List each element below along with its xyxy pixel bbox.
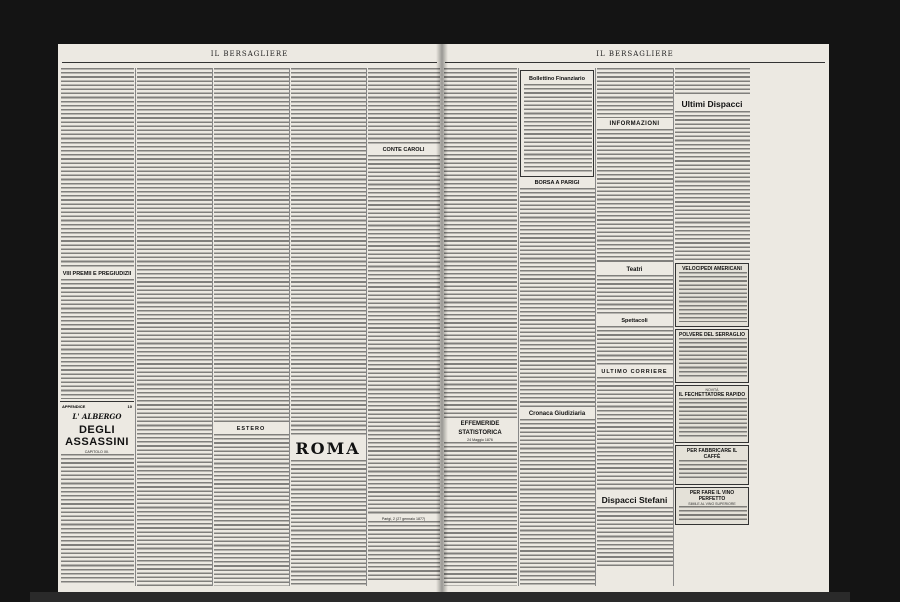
appendix-number: 10 (127, 404, 132, 409)
article-text (214, 434, 289, 586)
article-text (444, 442, 517, 586)
ad-title: VELOCIPEDI AMERICANI (682, 266, 742, 272)
column-2 (135, 68, 212, 586)
ultimo-corriere-title: ULTIMO CORRIERE (601, 369, 668, 375)
divider (60, 401, 134, 402)
article-text (61, 68, 134, 268)
advertisement-fechettatore (675, 385, 749, 443)
newspaper-page-right (441, 44, 829, 592)
ad-text (679, 272, 747, 322)
story-title-line2: DEGLI ASSASSINI (65, 424, 129, 448)
article-text (137, 68, 212, 586)
advertisement-polvere (675, 329, 749, 383)
story-title-line1: L' ALBERGO (72, 412, 122, 421)
ad-text (679, 460, 747, 480)
article-text (597, 377, 673, 492)
ad-text (679, 506, 747, 520)
spettacoli-title: Spettacoli (621, 318, 648, 324)
page-header-right (441, 50, 829, 62)
bollettino-title: Bollettino Finanziario (529, 76, 585, 82)
chapter-label: CAPITOLO XII. (84, 450, 110, 454)
bollettino-box (520, 70, 594, 177)
story-text (61, 454, 134, 584)
column-5 (366, 68, 440, 586)
advertisement-vino (675, 487, 749, 525)
article-text (520, 419, 595, 586)
header-rule (445, 62, 825, 63)
article-text (61, 279, 134, 399)
article-text (675, 68, 750, 96)
financial-figures (524, 84, 592, 172)
article-text (368, 68, 440, 144)
masthead-right: IL BERSAGLIERE (596, 50, 674, 58)
section-title-effemeride: EFFEMERIDE (460, 421, 500, 427)
dispacci-stefani-title: Dispacci Stefani (601, 495, 668, 505)
article-text (444, 68, 517, 418)
ultimi-dispacci-title: Ultimi Dispacci (681, 99, 743, 109)
article-text (214, 68, 289, 423)
newspaper-page-left (58, 44, 441, 592)
ad-label: NOVITÀ (705, 388, 719, 392)
scan-edge (30, 592, 850, 602)
borsa-title: BORSA A PARIGI (534, 180, 580, 186)
dateline: Parigi, 2 (27 gennaio 1877) (381, 517, 426, 521)
article-text (597, 275, 673, 315)
column-4 (673, 68, 750, 586)
article-text (291, 460, 366, 586)
page-gutter (436, 44, 448, 592)
article-text (597, 326, 673, 366)
header-rule (62, 62, 437, 63)
teatri-title: Teatri (626, 267, 643, 273)
masthead-left: IL BERSAGLIERE (210, 50, 289, 58)
appendix-bar (62, 404, 132, 409)
article-text (368, 155, 440, 515)
article-text (520, 188, 595, 408)
section-title-statistorica: STATISTORICA (458, 430, 502, 436)
column-3 (212, 68, 289, 586)
ad-text (679, 338, 747, 378)
subheading: CONTE CAROLI (382, 147, 425, 153)
date-label: 24 Maggio 1876 (467, 438, 493, 442)
article-text (368, 521, 440, 581)
column-1 (443, 68, 517, 586)
column-3 (595, 68, 673, 586)
subheading: VIII PREMII E PREGIUDIZII (62, 271, 132, 277)
ad-title: POLVERE DEL SERRAGLIO (679, 332, 745, 338)
ad-subtitle: SIMILE AL VINO SUPERIORE (688, 502, 736, 506)
article-text (597, 129, 673, 264)
appendix-label: APPENDICE (62, 404, 86, 409)
page-header-left (58, 50, 441, 62)
column-1 (60, 68, 134, 586)
ad-title: PER FARE IL VINO PERFETTO (689, 490, 735, 502)
article-text (597, 68, 673, 118)
cronaca-title: Cronaca Giudiziaria (528, 411, 586, 417)
article-text (675, 111, 750, 261)
informazioni-title: INFORMAZIONI (609, 121, 660, 127)
article-text (291, 68, 366, 436)
advertisement-caffe (675, 445, 749, 485)
section-title-roma: ROMA (295, 439, 361, 458)
ad-text (679, 398, 747, 438)
ad-title: PER FABBRICARE IL CAFFÈ (686, 448, 738, 460)
advertisement-velocipedi (675, 263, 749, 327)
ad-title: IL FECHETTATORE RAPIDO (678, 392, 746, 398)
column-4 (289, 68, 366, 586)
column-2 (518, 68, 595, 586)
article-text (597, 507, 673, 567)
section-title-estero: ESTERO (236, 426, 266, 432)
